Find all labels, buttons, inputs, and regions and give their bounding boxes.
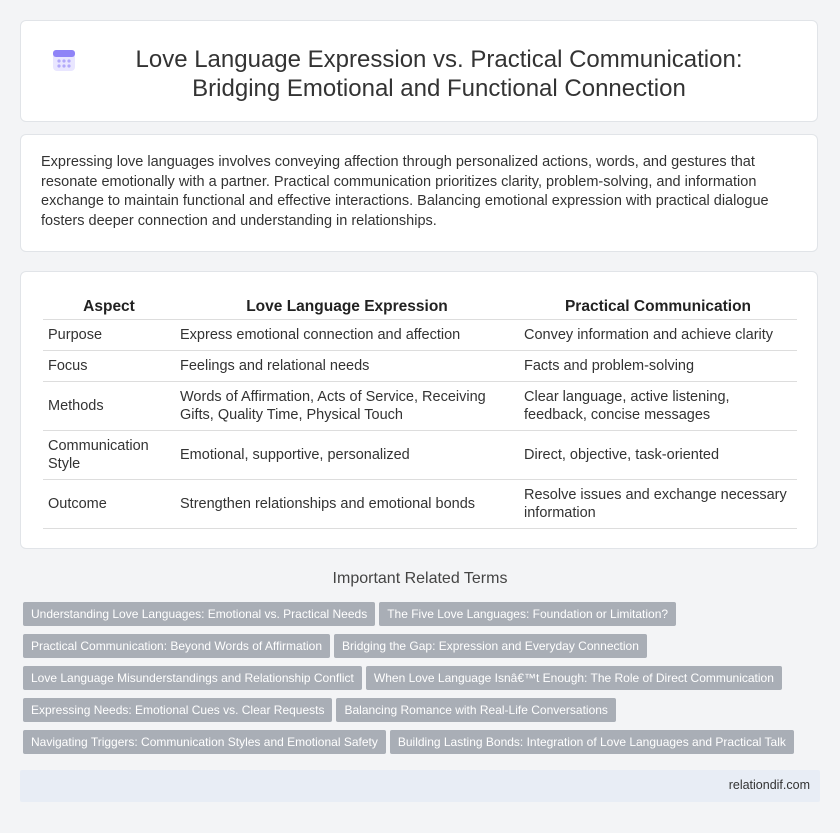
table-cell: Methods <box>43 382 175 431</box>
related-term-link[interactable]: The Five Love Languages: Foundation or Limitation? <box>379 602 676 626</box>
page-title: Love Language Expression vs. Practical Communication: Bridging Emotional and Functional Connection <box>135 46 743 102</box>
related-term-link[interactable]: Understanding Love Languages: Emotional vs. Practical Needs <box>23 602 375 626</box>
table-cell: Emotional, supportive, personalized <box>175 431 519 480</box>
header-love-language: Love Language Expression <box>175 296 519 320</box>
table-cell: Facts and problem-solving <box>519 351 797 382</box>
intro-card <box>20 134 818 252</box>
related-term-link[interactable]: Building Lasting Bonds: Integration of Love Languages and Practical Talk <box>390 730 794 754</box>
table-header-row <box>43 296 797 320</box>
table-row <box>43 382 797 431</box>
intro-paragraph: Expressing love languages involves conveying affection through personalized actions, words, and gestures that resonate emotionally with a partner. Practical communication prioritizes clarity, problem-solving, and information exchange to maintain functional and effective interactions. Balancing emotional expression with practical dialogue fosters deeper connection and understanding in relationships. <box>41 154 769 229</box>
table-cell: Purpose <box>43 320 175 351</box>
table-cell: Convey information and achieve clarity <box>519 320 797 351</box>
footer <box>20 770 820 802</box>
related-term-link[interactable]: Balancing Romance with Real-Life Conversations <box>336 698 615 722</box>
table-cell: Focus <box>43 351 175 382</box>
table-row <box>43 431 797 480</box>
table-row <box>43 351 797 382</box>
table-cell: Clear language, active listening, feedback, concise messages <box>519 382 797 431</box>
table-cell: Feelings and relational needs <box>175 351 519 382</box>
header-practical: Practical Communication <box>519 296 797 320</box>
table-cell: Direct, objective, task-oriented <box>519 431 797 480</box>
table-cell: Outcome <box>43 480 175 529</box>
table-row <box>43 320 797 351</box>
table-cell: Express emotional connection and affection <box>175 320 519 351</box>
related-term-link[interactable]: Bridging the Gap: Expression and Everyday Connection <box>334 634 647 658</box>
related-term-link[interactable]: When Love Language Isnâ€™t Enough: The Role of Direct Communication <box>366 666 782 690</box>
table-cell: Strengthen relationships and emotional bonds <box>175 480 519 529</box>
related-terms-list <box>23 602 823 762</box>
site-link[interactable]: relationdif.com <box>728 778 810 792</box>
related-term-link[interactable]: Practical Communication: Beyond Words of Affirmation <box>23 634 330 658</box>
related-term-link[interactable]: Expressing Needs: Emotional Cues vs. Clear Requests <box>23 698 332 722</box>
related-term-link[interactable]: Love Language Misunderstandings and Relationship Conflict <box>23 666 362 690</box>
related-terms-heading: Important Related Terms <box>332 570 508 587</box>
header-aspect: Aspect <box>43 296 175 320</box>
comparison-card <box>20 271 818 549</box>
comparison-table <box>43 296 797 529</box>
table-row <box>43 480 797 529</box>
header-card <box>20 20 818 122</box>
table-cell: Communication Style <box>43 431 175 480</box>
table-cell: Words of Affirmation, Acts of Service, Receiving Gifts, Quality Time, Physical Touch <box>175 382 519 431</box>
table-cell: Resolve issues and exchange necessary information <box>519 480 797 529</box>
related-term-link[interactable]: Navigating Triggers: Communication Styles and Emotional Safety <box>23 730 386 754</box>
